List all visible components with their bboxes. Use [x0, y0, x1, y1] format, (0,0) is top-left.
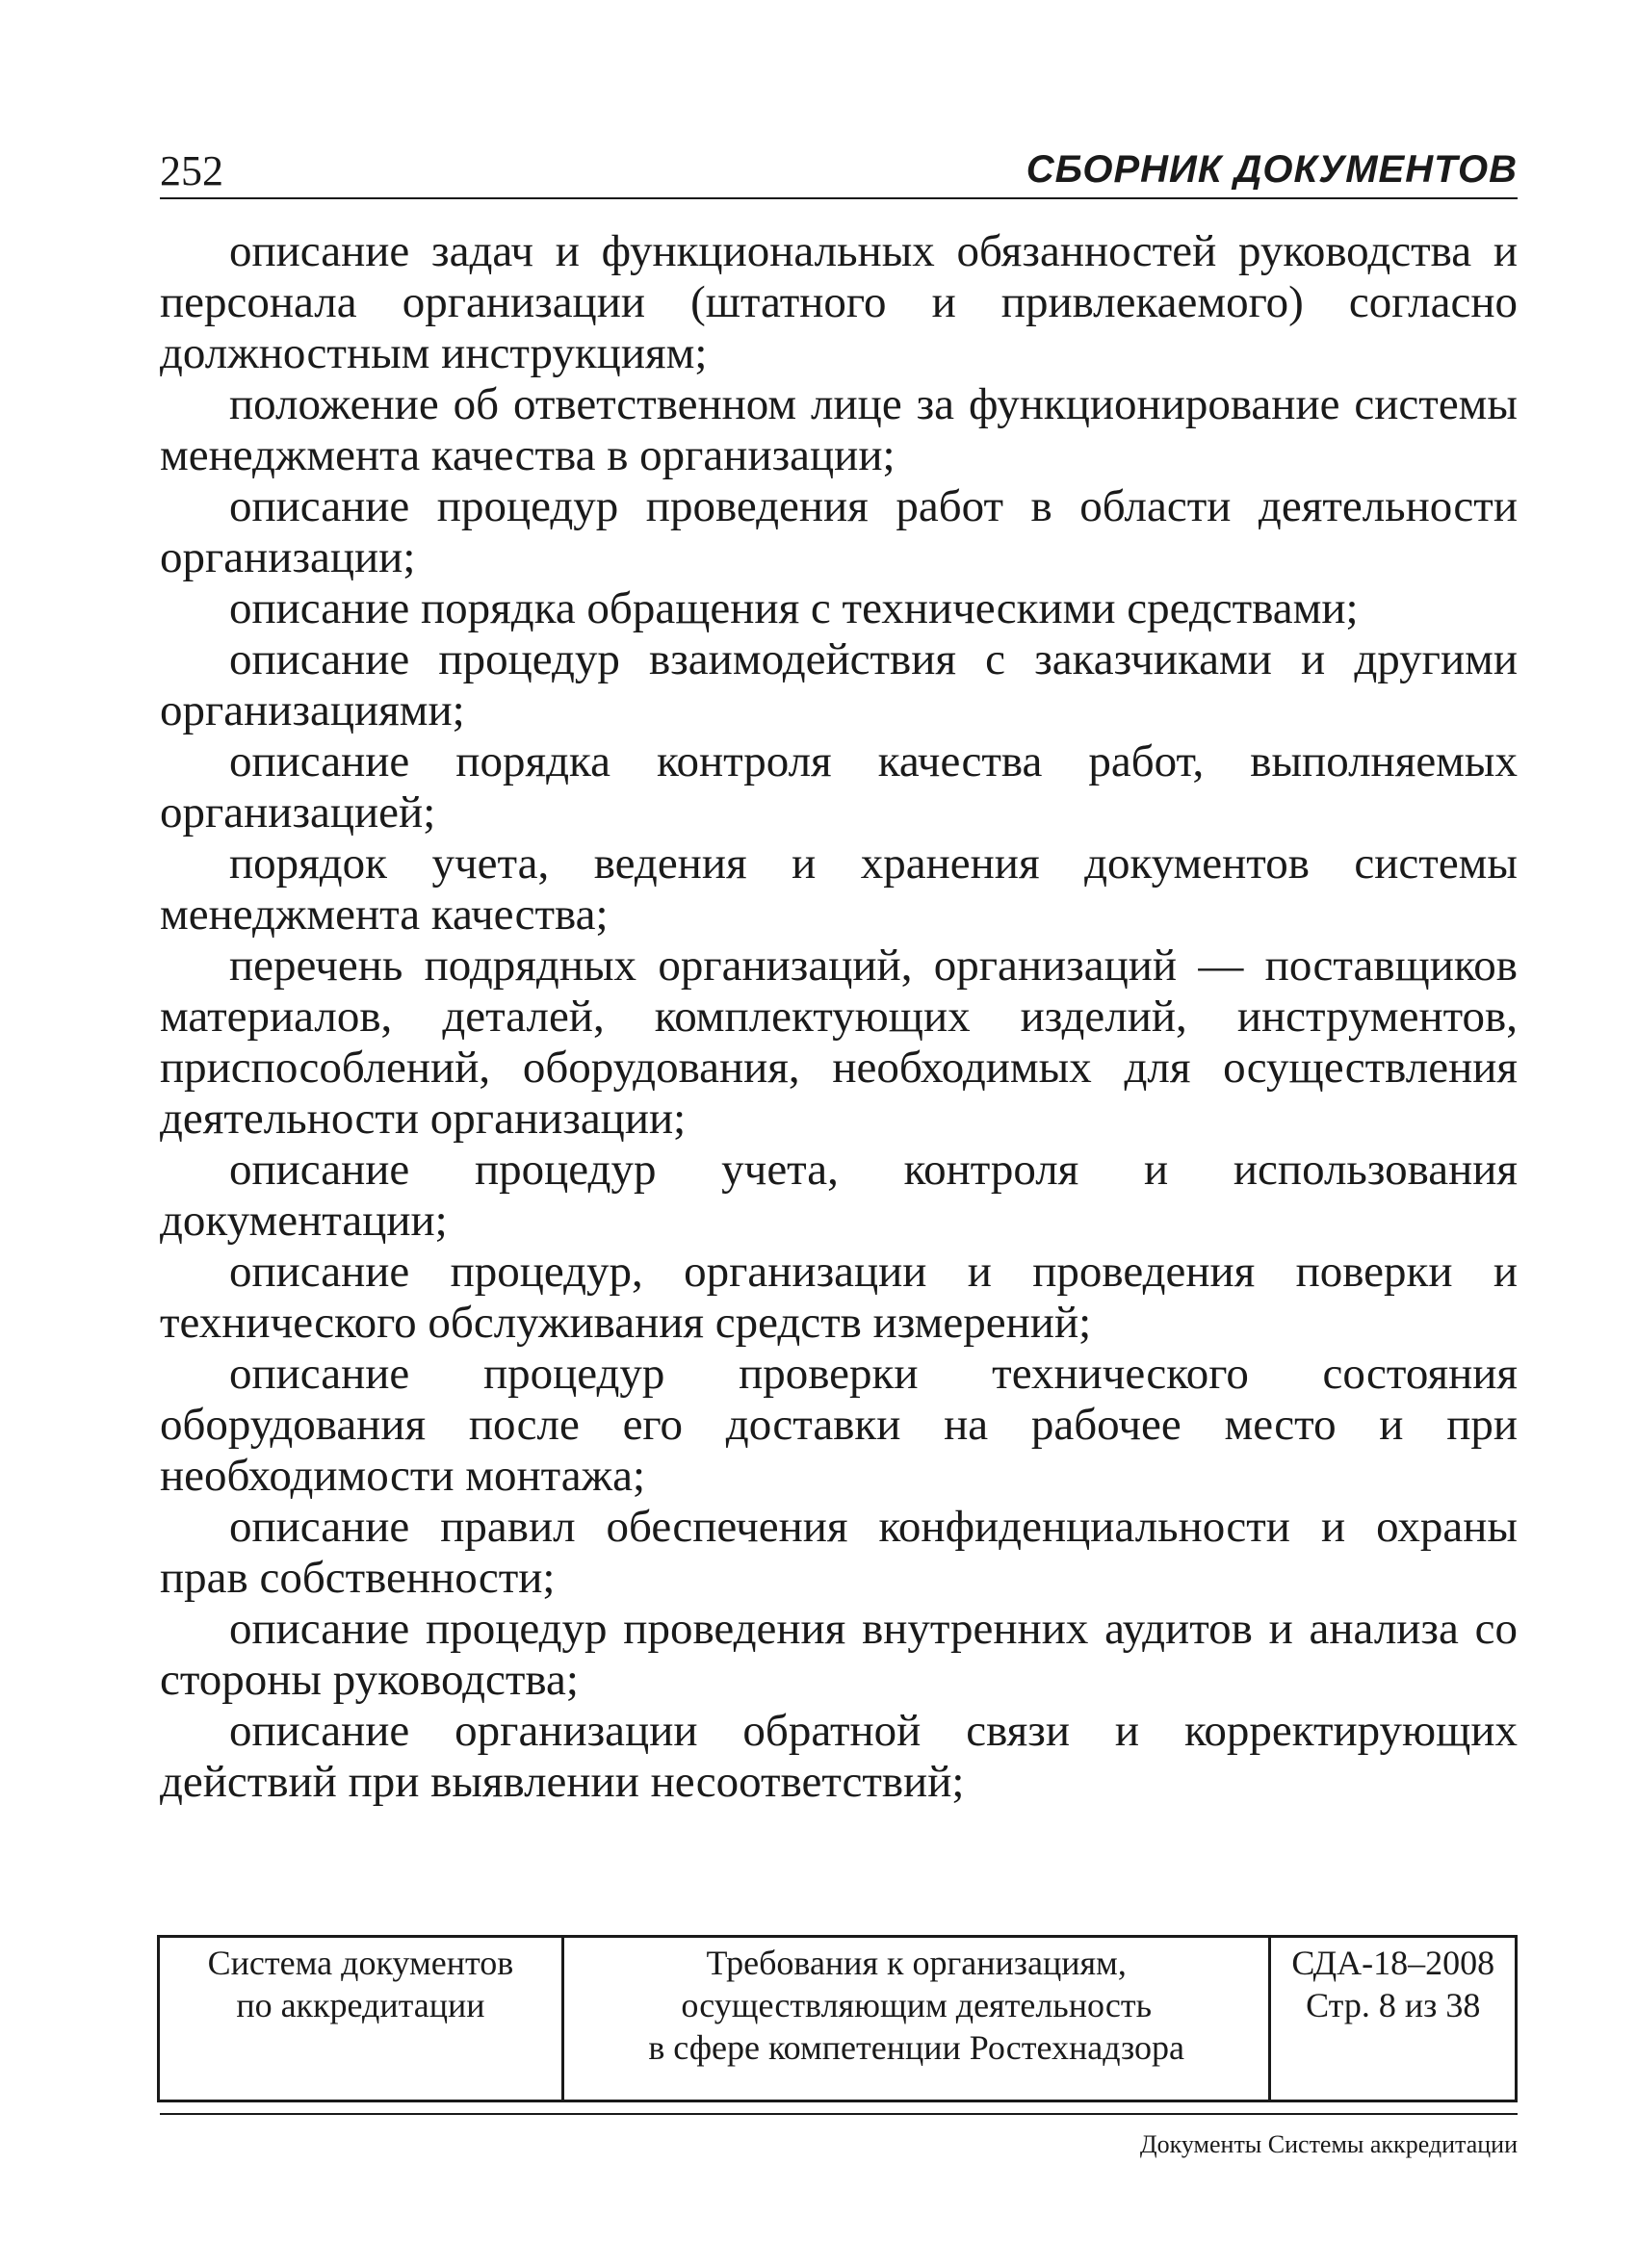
- page-of-pages: Стр. 8 из 38: [1306, 1986, 1481, 2024]
- system-cell: [159, 1937, 563, 2101]
- footer-divider: [160, 2113, 1518, 2115]
- running-header: [160, 144, 1518, 202]
- header-divider: [160, 197, 1518, 199]
- list-item: описание организации обратной связи и корректирующих действий при выявлении несоответствий;: [160, 1706, 1518, 1807]
- table-row: [159, 1937, 1517, 2101]
- requirements-cell: [562, 1937, 1270, 2101]
- list-item: описание процедур, организации и проведения поверки и технического обслуживания средств измерений;: [160, 1247, 1518, 1348]
- list-item: описание процедур проведения внутренних аудитов и анализа со стороны руководства;: [160, 1604, 1518, 1705]
- list-item: описание задач и функциональных обязанностей руководства и персонала организации (штатного и привлекаемого) согласно должностным инструкциям;: [160, 226, 1518, 378]
- list-item: описание процедур проверки технического состояния оборудования после его доставки на рабочее место и при необходимости монтажа;: [160, 1349, 1518, 1501]
- list-item: описание порядка контроля качества работ, выполняемых организацией;: [160, 736, 1518, 838]
- system-line: Система документов: [207, 1944, 514, 1982]
- system-line: по аккредитации: [236, 1986, 485, 2024]
- body-text: [160, 226, 1518, 1808]
- list-item: описание правил обеспечения конфиденциальности и охраны прав собственности;: [160, 1502, 1518, 1603]
- collection-title: СБОРНИК ДОКУМЕНТОВ: [1026, 148, 1518, 191]
- document-info-table: [157, 1935, 1518, 2102]
- list-item: положение об ответственном лице за функционирование системы менеджмента качества в организации;: [160, 379, 1518, 480]
- page-number: 252: [160, 147, 223, 194]
- requirements-line: Требования к организациям,: [706, 1944, 1127, 1982]
- list-item: описание процедур проведения работ в области деятельности организации;: [160, 481, 1518, 582]
- list-item: описание процедур учета, контроля и использования документации;: [160, 1145, 1518, 1246]
- list-item: порядок учета, ведения и хранения документов системы менеджмента качества;: [160, 838, 1518, 940]
- doc-code-cell: [1270, 1937, 1517, 2101]
- doc-code: СДА-18–2008: [1291, 1944, 1495, 1982]
- requirements-line: в сфере компетенции Ростехнадзора: [648, 2028, 1185, 2067]
- list-item: описание процедур взаимодействия с заказчиками и другими организациями;: [160, 634, 1518, 735]
- list-item: перечень подрядных организаций, организаций — поставщиков материалов, деталей, комплектующих изделий, инструментов, приспособлений, оборудования, необходимых для осуществления деятельности организации;: [160, 941, 1518, 1144]
- list-item: описание порядка обращения с техническими средствами;: [229, 583, 1359, 633]
- footer-text: Документы Системы аккредитации: [1139, 2130, 1518, 2158]
- requirements-line: осуществляющим деятельность: [681, 1986, 1152, 2024]
